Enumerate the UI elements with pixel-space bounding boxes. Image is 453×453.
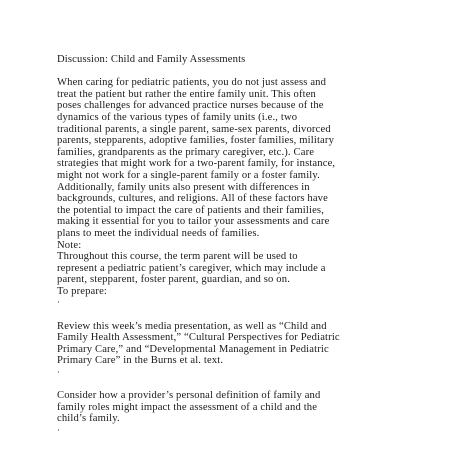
paragraph-line: poses challenges for advanced practice nurses because of the xyxy=(57,100,324,112)
paragraph-line: making it essential for you to tailor your assessments and care xyxy=(57,216,330,228)
paragraph-line: families, grandparents as the primary caregiver, etc.). Care xyxy=(57,146,315,158)
prepare-item-1 xyxy=(57,321,427,367)
item-line: Primary Care” in the Burns et al. text. xyxy=(57,355,224,367)
paragraph-line: When caring for pediatric patients, you do not just assess and xyxy=(57,77,327,89)
bullet-mark: · xyxy=(57,297,61,308)
note-label: Note: xyxy=(57,239,82,251)
paragraph-line: parents, stepparents, adoptive families, foster families, military xyxy=(57,135,335,147)
bullet-mark: · xyxy=(57,425,61,435)
item-line: Family Health Assessment,” “Cultural Perspectives for Pediatric xyxy=(57,332,340,344)
note-line: Throughout this course, the term parent will be used to xyxy=(57,251,298,263)
spacer xyxy=(57,379,427,391)
document-title: Discussion: Child and Family Assessments xyxy=(57,54,246,65)
item-line: family roles might impact the assessment of a child and the xyxy=(57,401,318,413)
item-line: Consider how a provider’s personal definition of family and xyxy=(57,390,321,402)
bullet-mark: · xyxy=(57,367,61,378)
note-paragraph xyxy=(57,251,427,286)
note-line: represent a pediatric patient’s caregiver, which may include a xyxy=(57,262,326,274)
prepare-label: To prepare: xyxy=(57,285,108,297)
paragraph-line: plans to meet the individual needs of families. xyxy=(57,227,260,239)
item-line: Review this week’s media presentation, as well as “Child and xyxy=(57,320,327,332)
item-line: child’s family. xyxy=(57,413,120,425)
paragraph-line: Additionally, family units also present with differences in xyxy=(57,181,310,193)
paragraph-line: dynamics of the various types of family units (i.e., two xyxy=(57,111,298,123)
prepare-item-2 xyxy=(57,390,427,425)
paragraph-line: might not work for a single-parent family or a foster family. xyxy=(57,169,320,181)
item-line: Primary Care,” and “Developmental Management in Pediatric xyxy=(57,343,329,355)
note-line: parent, stepparent, foster parent, guardian, and so on. xyxy=(57,274,290,286)
paragraph-line: the potential to impact the care of patients and their families, xyxy=(57,204,324,216)
intro-paragraph xyxy=(57,77,427,239)
spacer xyxy=(57,309,427,321)
document-body xyxy=(57,54,427,437)
paragraph-line: backgrounds, cultures, and religions. All of these factors have xyxy=(57,193,328,205)
paragraph-line: traditional parents, a single parent, same-sex parents, divorced xyxy=(57,123,331,135)
paragraph-line: treat the patient but rather the entire family unit. This often xyxy=(57,88,317,100)
paragraph-line: strategies that might work for a two-parent family, for instance, xyxy=(57,158,336,170)
